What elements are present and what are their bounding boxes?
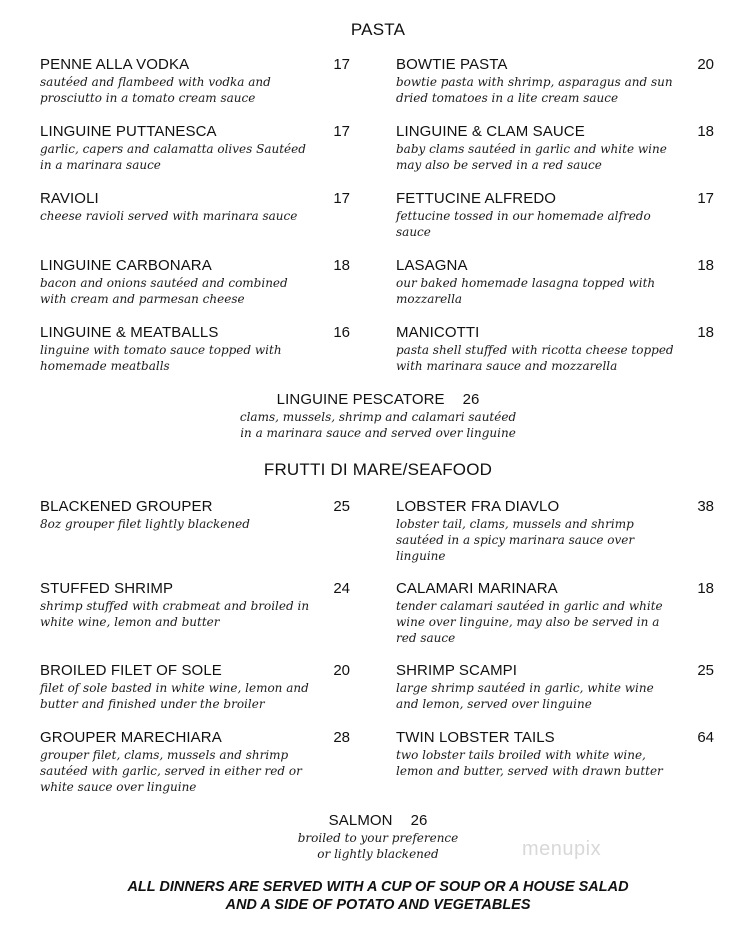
item-description: linguine with tomato sauce topped with homemade meatballs [40, 343, 282, 373]
item-description: our baked homemade lasagna topped with mozzarella [396, 276, 656, 306]
menu-item [396, 257, 716, 307]
item-description: tender calamari sautéed in garlic and white wine over linguine, may also be served in a red sauce [396, 599, 663, 645]
item-price: 18 [697, 580, 714, 597]
item-price: 17 [333, 56, 350, 73]
item-price: 26 [462, 391, 480, 408]
item-name: LINGUINE PUTTANESCA [40, 123, 217, 140]
item-description: pasta shell stuffed with ricotta cheese topped with marinara sauce and mozzarella [396, 343, 674, 373]
item-name: LINGUINE & MEATBALLS [40, 324, 219, 341]
item-description: shrimp stuffed with crabmeat and broiled in white wine, lemon and butter [40, 599, 310, 629]
item-name: FETTUCINE ALFREDO [396, 190, 557, 207]
menu-item [396, 190, 716, 240]
menu-item [40, 257, 360, 307]
item-name: BOWTIE PASTA [396, 56, 508, 73]
item-price: 17 [333, 123, 350, 140]
menu-item [40, 580, 360, 630]
menu-item [396, 123, 716, 173]
item-price: 26 [410, 812, 428, 829]
item-name: GROUPER MARECHIARA [40, 729, 222, 746]
menu-item [40, 56, 360, 106]
item-price: 25 [333, 498, 350, 515]
menu-item-featured [0, 391, 756, 441]
menu-item [396, 56, 716, 106]
item-price: 28 [333, 729, 350, 746]
item-description: baby clams sautéed in garlic and white wine may also be served in a red sauce [396, 142, 667, 172]
item-name: LINGUINE CARBONARA [40, 257, 212, 274]
item-name: LOBSTER FRA DIAVLO [396, 498, 560, 515]
menu-item [40, 123, 360, 173]
item-description: grouper filet, clams, mussels and shrimp sautéed with garlic, served in either red or white sauce over linguine [40, 748, 302, 794]
menu-item [40, 662, 360, 712]
item-name: LINGUINE & CLAM SAUCE [396, 123, 585, 140]
item-price: 17 [333, 190, 350, 207]
menu-item-featured [0, 812, 756, 862]
menu-item [396, 662, 716, 712]
item-name: PENNE ALLA VODKA [40, 56, 190, 73]
item-description: large shrimp sautéed in garlic, white wine and lemon, served over linguine [396, 681, 654, 711]
item-price: 25 [697, 662, 714, 679]
item-name: SALMON [328, 812, 393, 829]
item-price: 20 [697, 56, 714, 73]
item-name: TWIN LOBSTER TAILS [396, 729, 555, 746]
item-name: STUFFED SHRIMP [40, 580, 174, 597]
seafood-section-title: FRUTTI DI MARE/SEAFOOD [263, 460, 493, 479]
item-description: clams, mussels, shrimp and calamari sautéed in a marinara sauce and served over linguine [239, 410, 517, 440]
item-price: 18 [697, 324, 714, 341]
item-description: filet of sole basted in white wine, lemon and butter and finished under the broiler [40, 681, 309, 711]
item-name: LASAGNA [396, 257, 468, 274]
item-description: broiled to your preference or lightly blackened [297, 831, 459, 861]
menu-item [40, 498, 360, 532]
item-description: 8oz grouper filet lightly blackened [40, 517, 250, 531]
menu-item [396, 498, 716, 564]
item-price: 16 [333, 324, 350, 341]
footer-note: ALL DINNERS ARE SERVED WITH A CUP OF SOUP OR A HOUSE SALAD AND A SIDE OF POTATO AND VEGETABLES [127, 879, 629, 913]
item-description: bacon and onions sautéed and combined with cream and parmesan cheese [40, 276, 288, 306]
item-price: 18 [333, 257, 350, 274]
item-price: 64 [697, 729, 714, 746]
item-price: 24 [333, 580, 350, 597]
menu-item [396, 324, 716, 374]
item-description: garlic, capers and calamatta olives Sautéed in a marinara sauce [40, 142, 306, 172]
menu-item [396, 729, 716, 779]
item-name: MANICOTTI [396, 324, 480, 341]
menu-item [40, 190, 360, 224]
item-name: SHRIMP SCAMPI [396, 662, 518, 679]
item-description: sautéed and flambeed with vodka and prosciutto in a tomato cream sauce [40, 75, 271, 105]
item-description: bowtie pasta with shrimp, asparagus and sun dried tomatoes in a lite cream sauce [396, 75, 673, 105]
menu-item [40, 324, 360, 374]
item-description: cheese ravioli served with marinara sauce [40, 209, 298, 223]
item-price: 20 [333, 662, 350, 679]
item-name: RAVIOLI [40, 190, 99, 207]
menu-item [396, 580, 716, 646]
menu-item [40, 729, 360, 795]
item-name: BROILED FILET OF SOLE [40, 662, 222, 679]
item-price: 18 [697, 123, 714, 140]
item-price: 38 [697, 498, 714, 515]
item-description: two lobster tails broiled with white wine, lemon and butter, served with drawn butter [396, 748, 663, 778]
item-description: lobster tail, clams, mussels and shrimp sautéed in a spicy marinara sauce over linguine [396, 517, 635, 563]
pasta-section-title: PASTA [350, 20, 406, 39]
watermark-logo: menupix [522, 838, 602, 860]
item-name: BLACKENED GROUPER [40, 498, 213, 515]
item-name: LINGUINE PESCATORE [276, 391, 445, 408]
item-name: CALAMARI MARINARA [396, 580, 558, 597]
item-price: 18 [697, 257, 714, 274]
item-description: fettucine tossed in our homemade alfredo sauce [396, 209, 651, 239]
item-price: 17 [697, 190, 714, 207]
